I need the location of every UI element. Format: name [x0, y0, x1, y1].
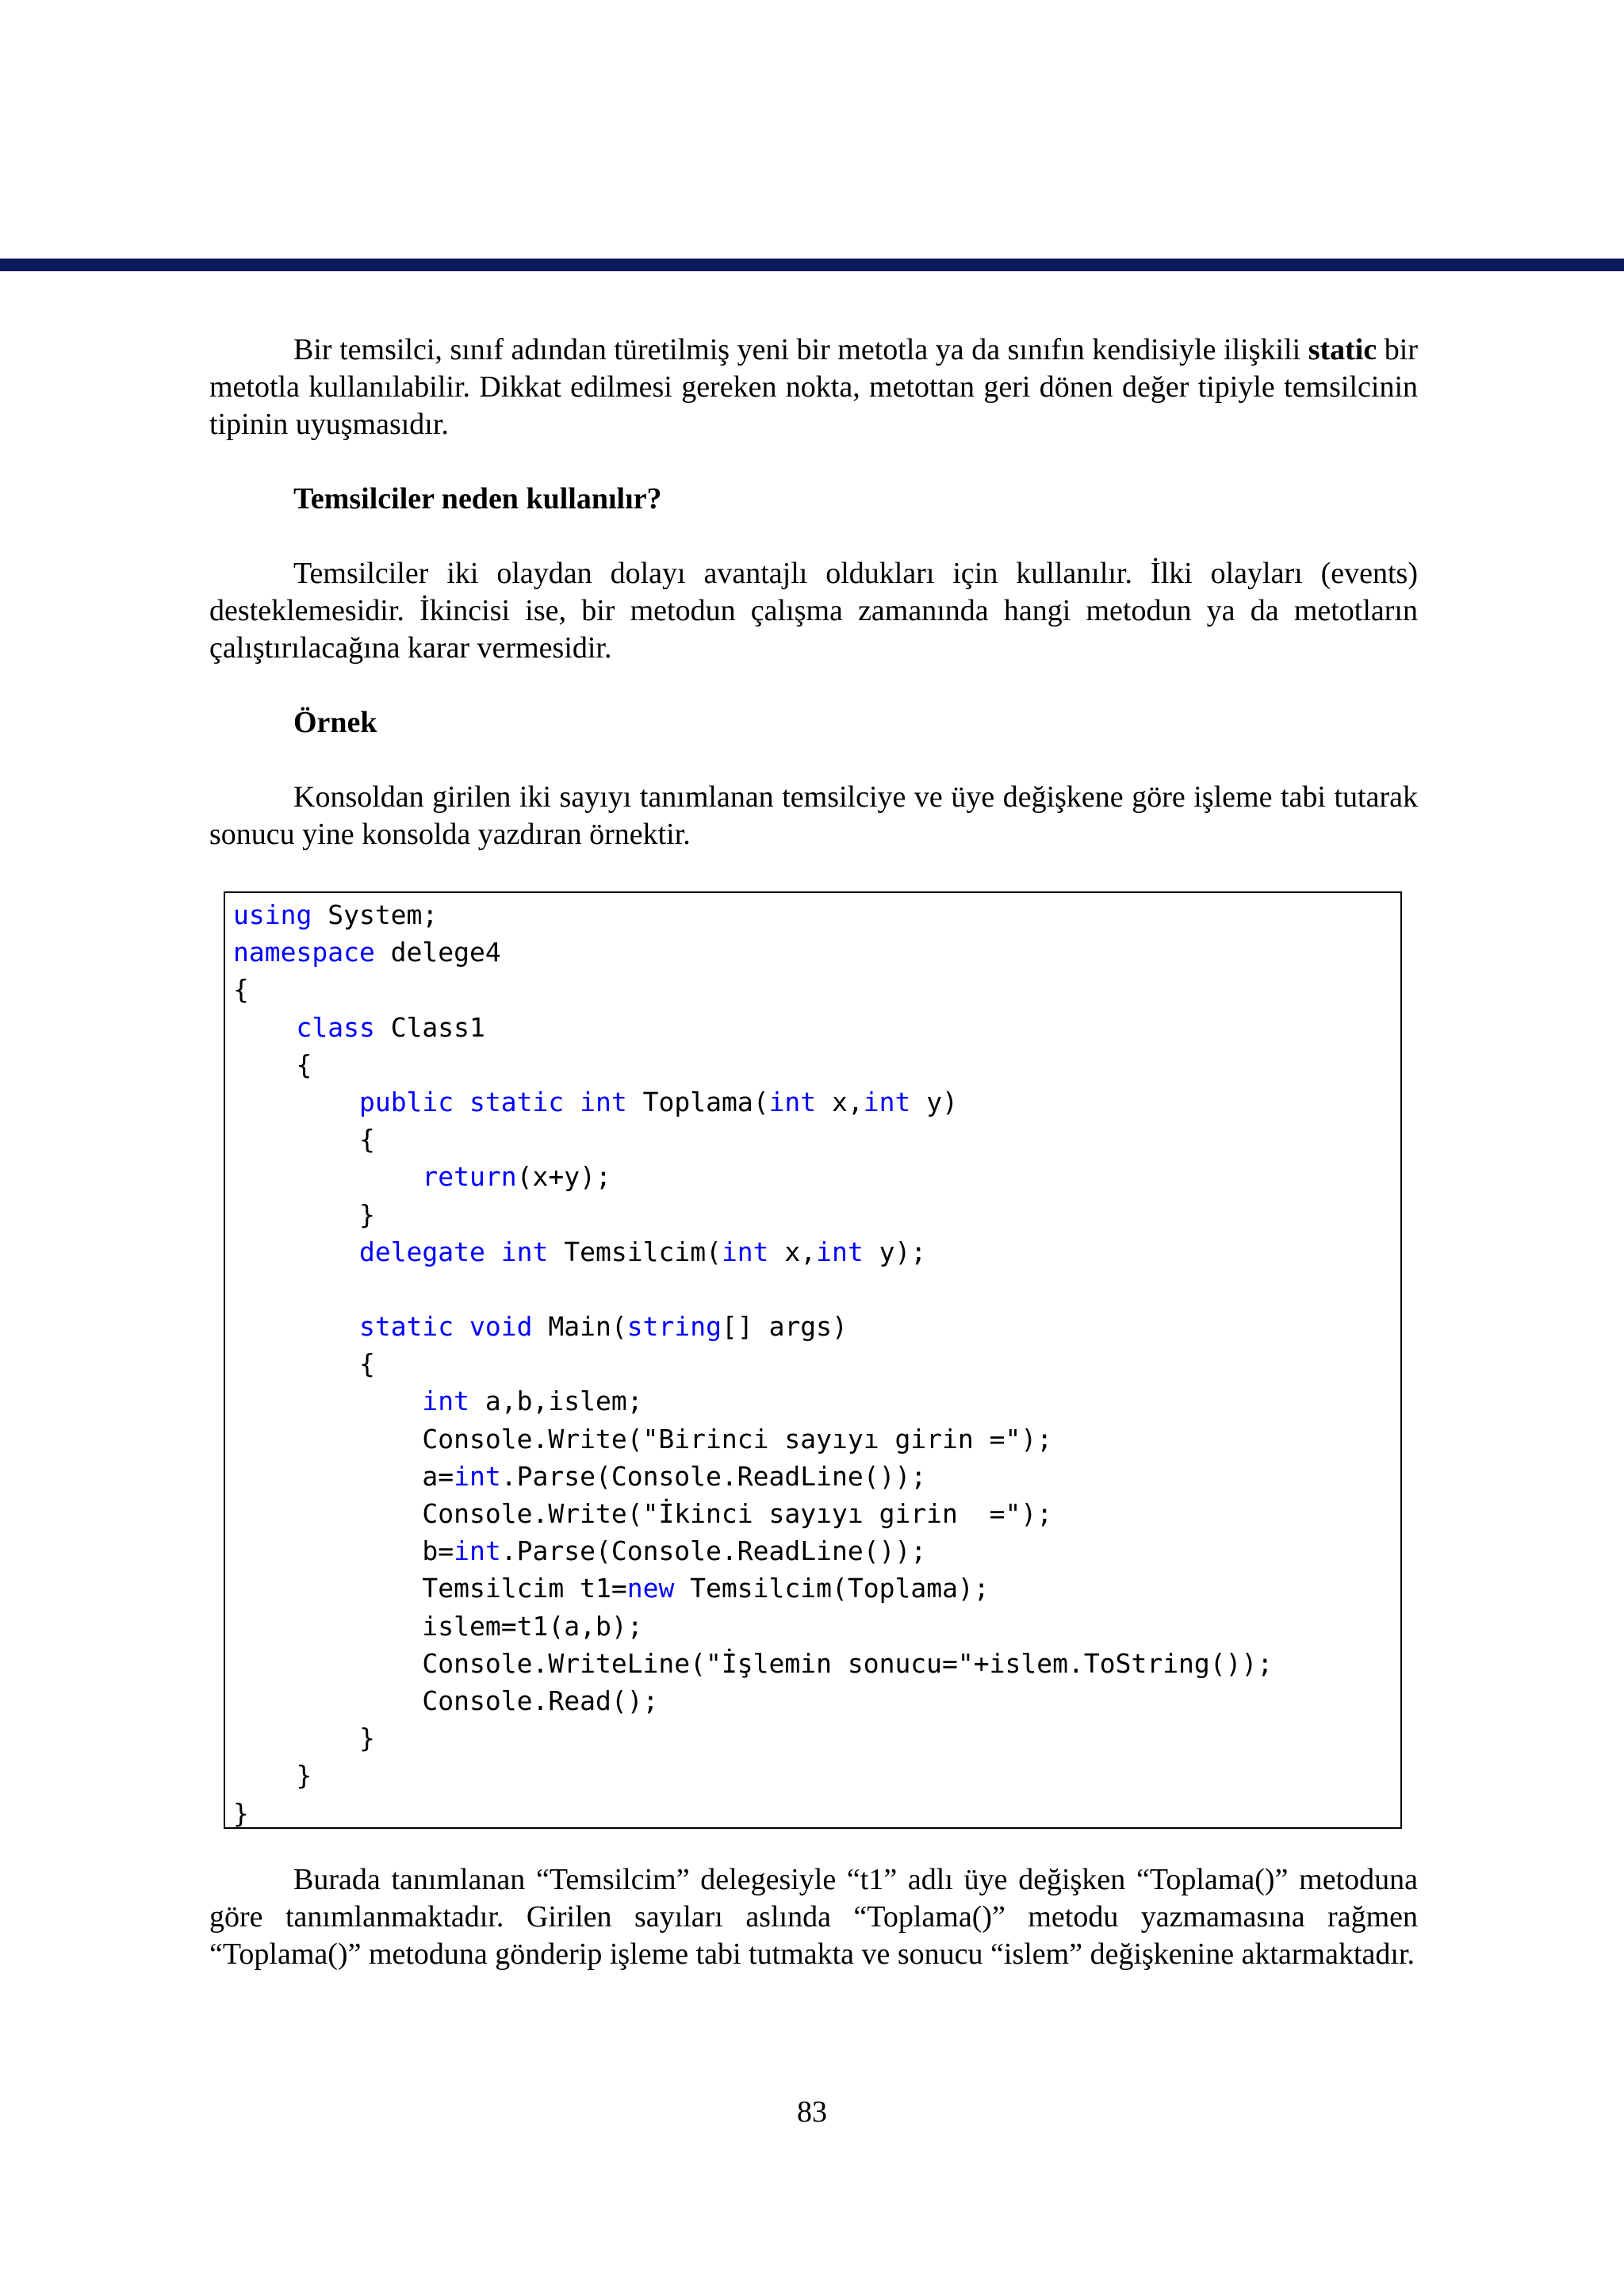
- code-keyword: int: [500, 1236, 549, 1267]
- code-text: [233, 1236, 359, 1267]
- code-text: x,: [768, 1236, 817, 1267]
- code-text: {: [233, 1048, 312, 1080]
- paragraph-lead-text: Bir temsilci, sınıf adından türetilmiş yeni bir metotla ya da sınıfın kendisiyle ilişkili: [293, 333, 1308, 366]
- paragraph-advantages: Temsilciler iki olaydan dolayı avantajlı oldukları için kullanılır. İlki olayları (events) desteklemesidir. İkincisi ise, bir metodun çalışma zamanında hangi metodun ya da metotların çalıştırılacağına karar vermesidir.: [209, 557, 1418, 665]
- code-line: [233, 1308, 1273, 1345]
- code-keyword: int: [422, 1386, 470, 1417]
- code-line: [233, 1645, 1273, 1682]
- code-text: Temsilcim(Toplama);: [674, 1573, 990, 1604]
- paragraph-tail-text: bir metotla kullanılabilir. Dikkat edilmesi gereken nokta, metottan geri dönen değer tipiyle temsilcinin tipinin uyuşmasıdır.: [209, 333, 1418, 441]
- code-text: }: [233, 1797, 249, 1829]
- static-keyword: static: [1308, 333, 1377, 366]
- code-line: [233, 1570, 1273, 1607]
- code-line: [233, 1121, 1273, 1158]
- code-text: [233, 1386, 422, 1416]
- intro-section: [209, 332, 1418, 853]
- code-text: a,b,islem;: [469, 1386, 643, 1417]
- code-text: Temsilcim t1=: [233, 1573, 627, 1604]
- code-text: {: [233, 1124, 375, 1156]
- code-keyword: int: [863, 1086, 911, 1117]
- code-text: Console.Write("İkinci sayıyı girin =");: [233, 1498, 1053, 1529]
- code-text: (x+y);: [516, 1161, 611, 1193]
- page-number: 83: [797, 2095, 827, 2129]
- code-keyword: static: [358, 1311, 454, 1343]
- code-text: delege4: [374, 937, 501, 968]
- code-text: {: [233, 974, 249, 1006]
- code-text: }: [233, 1723, 375, 1754]
- code-keyword: class: [296, 1011, 375, 1043]
- code-text: {: [233, 1348, 375, 1380]
- code-text: a=: [233, 1460, 454, 1492]
- code-line: [233, 1271, 1273, 1308]
- code-text: [233, 1087, 359, 1117]
- code-keyword: int: [580, 1086, 627, 1117]
- code-line: [233, 1233, 1273, 1271]
- code-text: }: [233, 1760, 312, 1792]
- heading-example: Örnek: [293, 706, 377, 739]
- code-line: [233, 1046, 1273, 1083]
- code-text: Toplama(: [626, 1086, 769, 1117]
- code-line: [233, 1458, 1273, 1495]
- heading-why-delegates: Temsilciler neden kullanılır?: [293, 482, 662, 516]
- code-line: [233, 1009, 1273, 1046]
- code-text: y);: [863, 1236, 927, 1267]
- code-text: [454, 1087, 469, 1117]
- paragraph-delegate-usage: [209, 332, 1418, 443]
- code-line: [233, 1196, 1273, 1233]
- code-keyword: int: [721, 1236, 769, 1267]
- code-text: Console.WriteLine("İşlemin sonucu="+islem.ToString());: [233, 1647, 1274, 1679]
- code-keyword: static: [469, 1086, 565, 1117]
- code-text: y): [910, 1086, 958, 1117]
- header-rule: [0, 259, 1624, 271]
- code-keyword: public: [358, 1086, 454, 1117]
- code-text: .Parse(Console.ReadLine());: [500, 1535, 927, 1567]
- code-line: [233, 1158, 1273, 1195]
- code-keyword: void: [469, 1311, 533, 1343]
- code-text: }: [233, 1198, 375, 1230]
- code-line: [233, 1719, 1273, 1757]
- code-text: Console.Write("Birinci sayıyı girin =");: [233, 1423, 1053, 1455]
- code-line: [233, 1345, 1273, 1382]
- code-text: [233, 1161, 422, 1192]
- code-line: [233, 1795, 1273, 1832]
- code-listing: [233, 896, 1273, 1832]
- code-keyword: return: [422, 1161, 517, 1193]
- code-text: x,: [816, 1086, 864, 1117]
- code-line: [233, 1083, 1273, 1121]
- code-line: [233, 1495, 1273, 1532]
- code-text: [454, 1311, 469, 1342]
- outro-section: [209, 1861, 1418, 1973]
- code-line: [233, 1532, 1273, 1570]
- code-text: Temsilcim(: [548, 1236, 722, 1267]
- code-text: islem=t1(a,b);: [233, 1610, 643, 1642]
- paragraph-example-description: Konsoldan girilen iki sayıyı tanımlanan temsilciye ve üye değişkene göre işleme tabi tutarak sonucu yine konsolda yazdıran örnektir.: [209, 780, 1418, 851]
- code-listing-box: [224, 891, 1402, 1829]
- code-text: [233, 1012, 296, 1043]
- code-line: [233, 933, 1273, 971]
- code-text: Console.Read();: [233, 1685, 659, 1716]
- code-keyword: delegate: [358, 1236, 485, 1267]
- code-text: Main(: [532, 1311, 627, 1343]
- code-keyword: int: [768, 1086, 817, 1117]
- code-line: [233, 1757, 1273, 1794]
- paragraph-explanation: Burada tanımlanan “Temsilcim” delegesiyle “t1” adlı üye değişken “Toplama()” metoduna göre tanımlanmaktadır. Girilen sayıları aslında “Toplama()” metodu yazmamasına rağmen “Toplama()” metoduna gönderip işleme tabi tutmakta ve sonucu “islem” değişkenine aktarmaktadır.: [209, 1863, 1418, 1971]
- code-keyword: using: [233, 899, 312, 930]
- code-text: b=: [233, 1535, 454, 1567]
- code-text: [564, 1087, 580, 1117]
- code-keyword: int: [454, 1460, 501, 1492]
- code-keyword: string: [626, 1311, 722, 1343]
- code-line: [233, 971, 1273, 1008]
- code-text: .Parse(Console.ReadLine());: [500, 1460, 927, 1492]
- code-text: Class1: [374, 1011, 485, 1043]
- code-line: [233, 1682, 1273, 1719]
- code-keyword: int: [816, 1236, 864, 1267]
- code-keyword: new: [626, 1573, 675, 1604]
- code-text: [233, 1311, 359, 1342]
- code-line: [233, 1608, 1273, 1645]
- code-text: [] args): [721, 1311, 848, 1343]
- code-keyword: namespace: [233, 937, 375, 968]
- code-text: System;: [312, 899, 439, 930]
- code-line: [233, 1382, 1273, 1420]
- code-line: [233, 1420, 1273, 1458]
- code-text: [485, 1236, 501, 1267]
- code-keyword: int: [454, 1535, 501, 1567]
- code-line: [233, 896, 1273, 933]
